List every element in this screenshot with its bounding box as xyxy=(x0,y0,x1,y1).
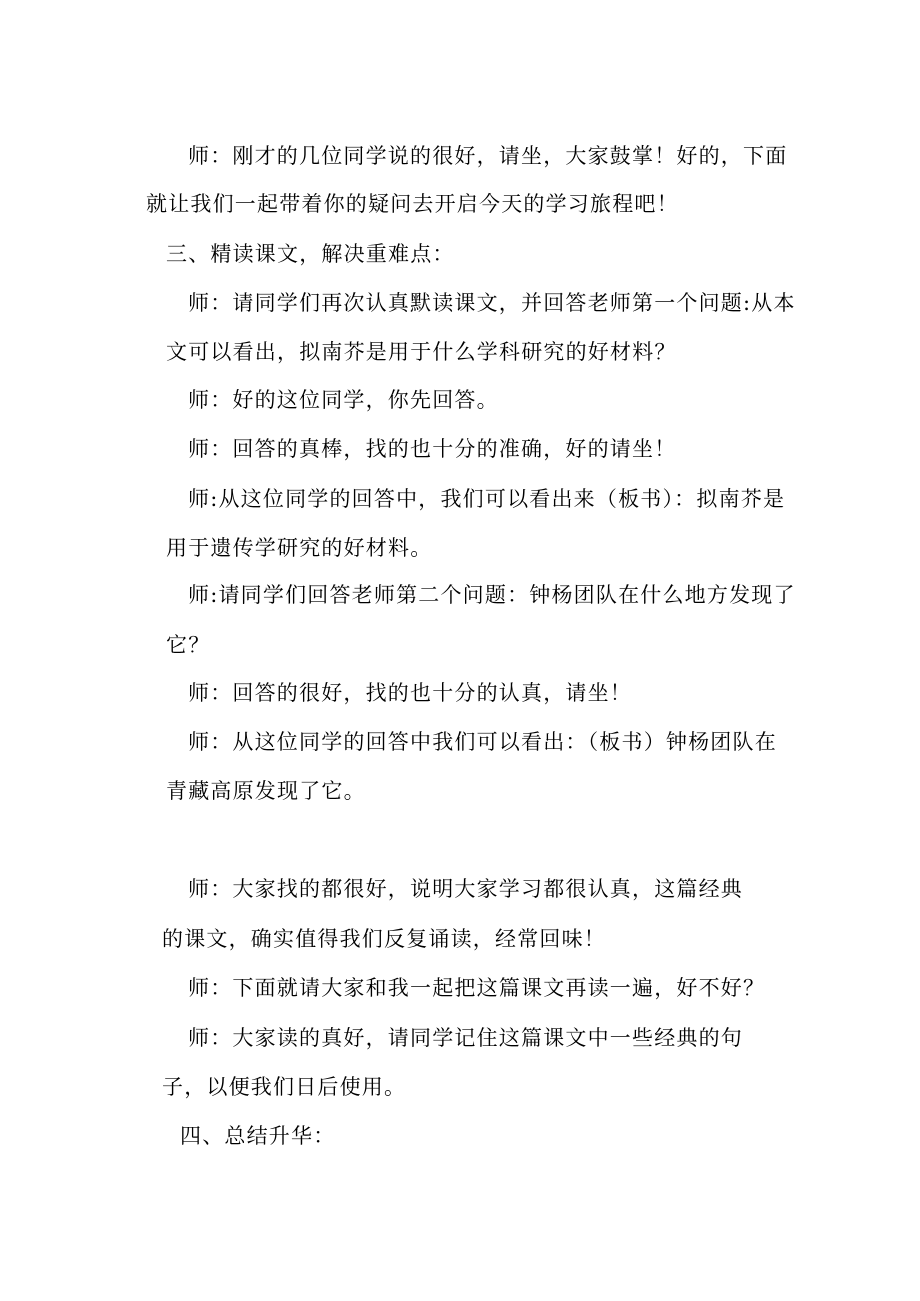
text-line: 用于遗传学研究的好材料。 xyxy=(166,536,433,560)
section-heading: 四、总结升华： xyxy=(180,1124,336,1148)
text-line: 师：下面就请大家和我一起把这篇课文再读一遍，好不好？ xyxy=(188,976,766,1000)
text-line: 就让我们一起带着你的疑问去开启今天的学习旅程吧！ xyxy=(146,192,679,216)
text-line: 它？ xyxy=(166,633,211,657)
text-line: 师：回答的很好，找的也十分的认真，请坐！ xyxy=(188,681,632,705)
text-line: 师：大家读的真好，请同学记住这篇课文中一些经典的句 xyxy=(188,1026,743,1050)
text-line: 子，以便我们日后使用。 xyxy=(162,1075,407,1099)
text-line: 师：刚才的几位同学说的很好，请坐，大家鼓掌！好的，下面 xyxy=(188,144,788,168)
text-line: 的课文，确实值得我们反复诵读，经常回味！ xyxy=(162,927,606,951)
text-line: 师:请同学们回答老师第二个问题：钟杨团队在什么地方发现了 xyxy=(188,583,796,607)
text-line: 文可以看出，拟南芥是用于什么学科研究的好材料？ xyxy=(166,340,677,364)
section-heading: 三、精读课文，解决重难点： xyxy=(166,242,455,266)
text-line: 师：大家找的都很好，说明大家学习都很认真，这篇经典 xyxy=(188,877,743,901)
text-line: 师：回答的真棒，找的也十分的准确，好的请坐！ xyxy=(188,437,677,461)
text-line: 师：请同学们再次认真默读课文，并回答老师第一个问题:从本 xyxy=(188,291,796,315)
text-line: 师：从这位同学的回答中我们可以看出：（板书）钟杨团队在 xyxy=(188,730,777,754)
text-line: 师:从这位同学的回答中，我们可以看出来（板书）：拟南芥是 xyxy=(188,487,786,511)
text-line: 青藏高原发现了它。 xyxy=(166,779,366,803)
text-line: 师：好的这位同学，你先回答。 xyxy=(188,388,499,412)
